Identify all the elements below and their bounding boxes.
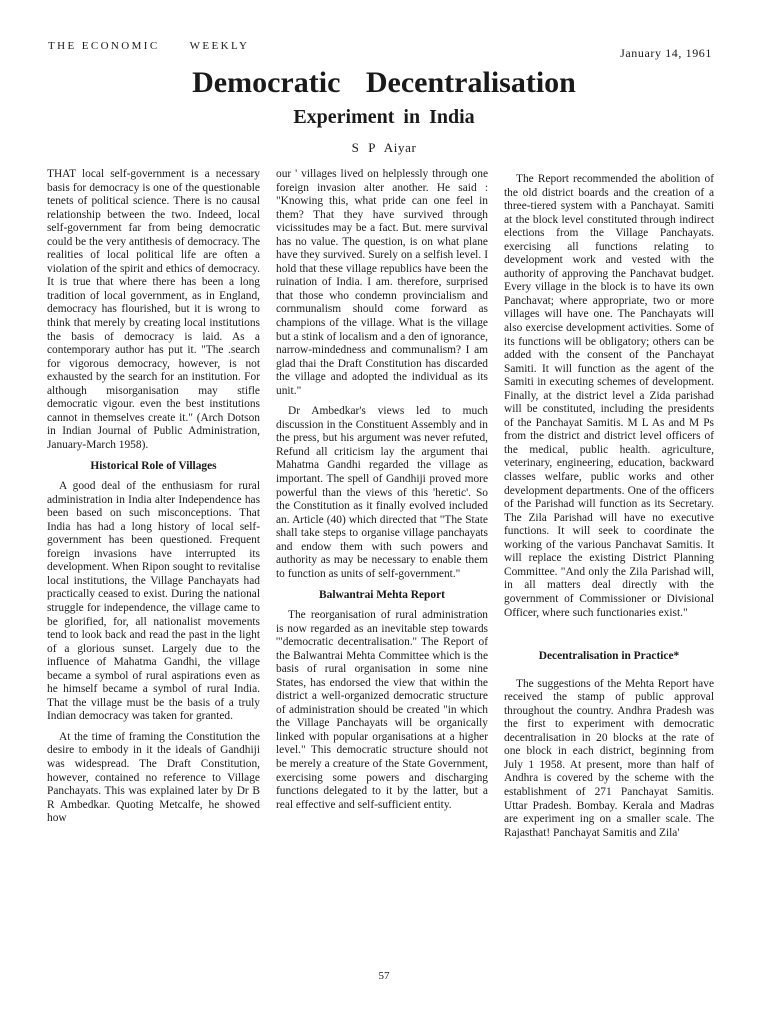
page-number: 57 bbox=[378, 970, 390, 982]
issue-date: January 14, 1961 bbox=[620, 46, 712, 60]
article-author: S P Aiyar bbox=[351, 140, 417, 155]
section-heading: Balwantrai Mehta Report bbox=[319, 589, 445, 602]
paragraph: At the time of framing the Constitution the desire to embody in it the ideals of Gandhiji was widespread. The Draft Constitution, however, contained no reference to Village Panchayats. This was explained later by Dr B R Ambedkar. Quoting Metcalfe, he showed how bbox=[47, 730, 260, 825]
masthead-publication-name-2: WEEKLY bbox=[189, 40, 250, 52]
paragraph: The suggestions of the Mehta Report have received the stamp of public approval throughout the country. Andhra Pradesh was the first to experiment with democratic decentralisation in 20 blocks at the rate of one block in each district, beginning from July 1 1958. At present, more than half of Andhra is covered by the scheme with the establishment of 271 Panchayat Samitis. Uttar Pradesh. Bombay. Kerala and Madras are experiment ing on a smaller scale. The Rajasthat! Panchayat Samitis and Zila' bbox=[504, 677, 714, 839]
article-title: Democratic Decentralisation bbox=[192, 66, 576, 99]
paragraph: A good deal of the enthusiasm for rural administration in India alter Independence has been based on such misconceptions. That India has had a long history of local self-government has been questioned. Frequent foreign invasions have interrupted its development. When Ripon sought to revitalise local institutions, the Village Panchayats had practically ceased to exist. During the national struggle for independence, the village came to be glorified, for, all nationalist movements tend to look back and read the past in the light of a glorious sunset. Largely due to the influence of Mahatma Gandhi, the village became a symbol of rural aspirations even as he himself became a symbol of rural India. That the village must be the basis of a truly Indian democracy was taken for granted. bbox=[47, 480, 260, 723]
column-1 bbox=[47, 168, 260, 833]
column-2 bbox=[276, 168, 488, 819]
paragraph: The reorganisation of rural administration is now regarded as an inevitable step towards '"democratic decentralisation.'' The Report of the Balwantrai Mehta Committee which is the basis of rural organisation in some nine States, has endorsed the view that within the district a well-organized democratic structure of administration should be created "in which the Village Panchayats will be organically linked with popular organisations at a higher level." This democratic structure should not be merely a creature of the State Government, exercising some powers and discharging functions delegated to it by the latter, but a real effective and self-sufficient entity. bbox=[276, 608, 488, 811]
section-heading: Historical Role of Villages bbox=[90, 460, 217, 473]
paragraph: The Report recommended the abolition of the old district boards and the creation of a three-tiered system with a Panchayat. Samiti at the block level constituted through indirect elections from the Village Panchayats. exercising all functions relating to development work and vested with the authority of approving the Panchavat budget. Every village in the block is to have its own Panchavat; where appropriate, two or more villages will have one. The Panchayats will also exercise development activities. Some of its functions will be obligatory; others can be added with the consent of the Panchayat Samiti. It will function as the agent of the Samiti in executing schemes of development. Finally, at the district level a Zida parishad will be constituted, including the presidents of the Panchayat Samitis. M L As and M Ps from the district and district level officers of the medical, public health. agriculture, veterinary, engineering, education, backward classes welfare, public works and other development departments. One of the officers of the Parishad will function as its Secretary. The Zila Parishad will have no executive functions. It will seek to coordinate the working of the various Panchavat Samitis. It will replace the existing District Planning Committee. "And only the Zila Parishad will, in all matters deal directly with the government of Commissioner or Divisional Officer, where such functionaries exist." bbox=[504, 173, 714, 619]
paragraph: our ' villages lived on helplessly through one foreign invasion alter another. He said : "Knowing this, what pride can one feel in them? That they have survived through vicissitudes may be a fact. But. mere survival has no value. The question, is on what plane have they survived. Surely on a selfish level. I hold that these village republics have been the ruination of India. I am. therefore, surprised that those who condemn provincialism and cornmunalism should come forward as champions of the village. What is the village but a stink of localism and a den of ignorance, narrow-mindedness and communalism? I am glad thai the Draft Constitution has discarded the village and adopted the individual as its unit." bbox=[276, 168, 488, 397]
paragraph: THAT local self-government is a necessary basis for democracy is one of the questionable tenets of political science. There is no causal relationship between the two. Indeed, local self-government far from being democratic could be the very antithesis of democracy. The realities of local political life are often a violation of the spirit and ethics of democracy. It is true that where there has been a long tradition of local government, as in England, democracy has flourished, but it is wrong to think that merely by creating local institutions the basis of democracy is laid. As a contemporary author has put it. "The .search for vigorous democracy, however, is not exhausted by the search for an institution. For although misorganisation may stifle democratic vigour. even the best institutions cannot in themselves create it." (Arch Dotson in Indian Journal of Public Administration, January-March 1958). bbox=[47, 168, 260, 451]
section-heading: Decentralisation in Practice* bbox=[538, 650, 680, 663]
paragraph: Dr Ambedkar's views led to much discussion in the Constituent Assembly and in the press, but his argument was never refuted, Refund all criticism lay the argument thai Mahatma Gandhi regarded the village as important. The spell of Gandhiji proved more powerful than the views of this 'heretic'. So the Constitution as it finally evolved included an. Article (40) which directed that "The State shall take steps to organise village panchayats and endow them with such powers and authority as may be necessary to enable them to function as units of self-government." bbox=[276, 405, 488, 580]
article-subtitle: Experiment in India bbox=[293, 106, 475, 128]
column-3 bbox=[504, 173, 714, 847]
masthead bbox=[48, 40, 249, 52]
masthead-publication-name: THE ECONOMIC bbox=[48, 40, 160, 52]
